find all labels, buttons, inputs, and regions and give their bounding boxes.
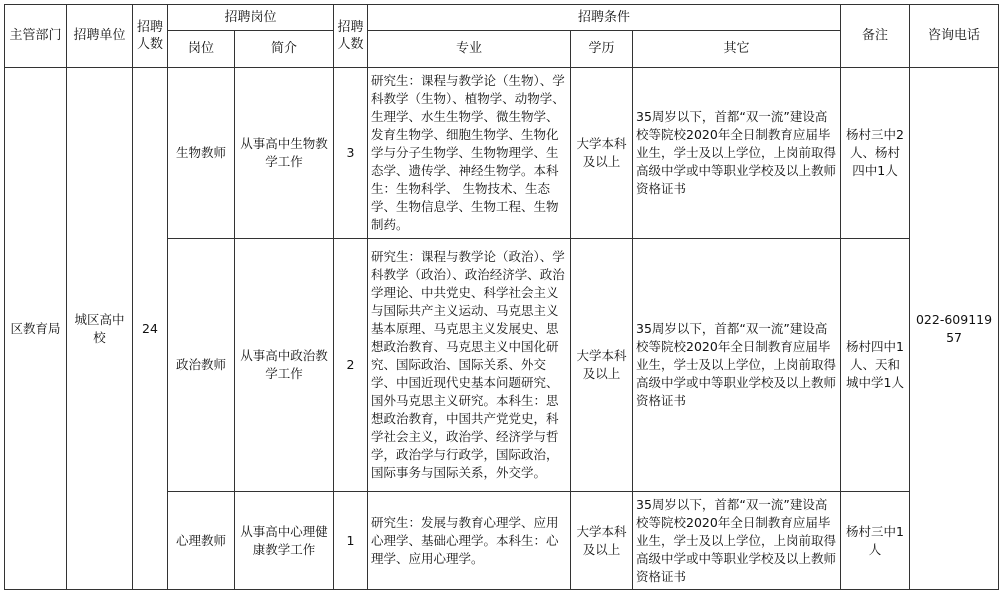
recruitment-table [4, 4, 999, 590]
header-other: 其它 [633, 31, 841, 68]
header-remark: 备注 [841, 5, 910, 68]
header-post-count: 招聘人数 [334, 5, 368, 68]
dept-cell: 区教育局 [5, 68, 67, 590]
major-cell: 研究生：发展与教育心理学、应用心理学、基础心理学。本科生：心理学、应用心理学。 [368, 492, 571, 590]
header-intro: 简介 [235, 31, 334, 68]
table-row [5, 68, 999, 239]
major-cell: 研究生：课程与教学论（政治）、学科教学（政治）、政治经济学、政治学理论、中共党史、科学社会主义与国际共产主义运动、马克思主义基本原理、马克思主义发展史、思想政治教育、马克思主义中国化研究、国际政治、国际关系、外交学、中国近现代史基本问题研究、国外马克思主义研究。本科生：思想政治教育，中国共产党党史，科学社会主义，政治学、经济学与哲学，政治学与行政学，国际政治，国际事务与国际关系，外交学。 [368, 239, 571, 492]
post-cell: 心理教师 [168, 492, 235, 590]
degree-cell: 大学本科及以上 [571, 239, 633, 492]
header-dept: 主管部门 [5, 5, 67, 68]
header-row-1 [5, 5, 999, 31]
header-post: 岗位 [168, 31, 235, 68]
post-cell: 生物教师 [168, 68, 235, 239]
count-cell: 1 [334, 492, 368, 590]
remark-cell: 杨村三中1人 [841, 492, 910, 590]
unit-count-cell: 24 [133, 68, 168, 590]
other-cell: 35周岁以下，首都“双一流”建设高校等院校2020年全日制教育应届毕业生，学士及以上学位，上岗前取得高级中学或中等职业学校及以上教师资格证书 [633, 239, 841, 492]
degree-cell: 大学本科及以上 [571, 68, 633, 239]
major-cell: 研究生：课程与教学论（生物）、学科教学（生物）、植物学、动物学、生理学、水生生物学、微生物学、发育生物学、细胞生物学、生物化学与分子生物学、生物物理学、生态学、遗传学、神经生物学。本科生：生物科学、 生物技术、生态学、生物信息学、生物工程、生物制药。 [368, 68, 571, 239]
intro-cell: 从事高中心理健康教学工作 [235, 492, 334, 590]
count-cell: 2 [334, 239, 368, 492]
header-unit-count: 招聘人数 [133, 5, 168, 68]
other-cell: 35周岁以下，首都“双一流”建设高校等院校2020年全日制教育应届毕业生，学士及以上学位，上岗前取得高级中学或中等职业学校及以上教师资格证书 [633, 68, 841, 239]
header-major: 专业 [368, 31, 571, 68]
other-cell: 35周岁以下，首都“双一流”建设高校等院校2020年全日制教育应届毕业生，学士及以上学位，上岗前取得高级中学或中等职业学校及以上教师资格证书 [633, 492, 841, 590]
phone-cell: 022-60911957 [910, 68, 999, 590]
degree-cell: 大学本科及以上 [571, 492, 633, 590]
post-cell: 政治教师 [168, 239, 235, 492]
count-cell: 3 [334, 68, 368, 239]
intro-cell: 从事高中政治教学工作 [235, 239, 334, 492]
header-cond-group: 招聘条件 [368, 5, 841, 31]
header-unit: 招聘单位 [67, 5, 133, 68]
header-degree: 学历 [571, 31, 633, 68]
intro-cell: 从事高中生物教学工作 [235, 68, 334, 239]
header-phone: 咨询电话 [910, 5, 999, 68]
header-post-group: 招聘岗位 [168, 5, 334, 31]
remark-cell: 杨村四中1人、天和城中学1人 [841, 239, 910, 492]
unit-cell: 城区高中校 [67, 68, 133, 590]
remark-cell: 杨村三中2人、杨村四中1人 [841, 68, 910, 239]
